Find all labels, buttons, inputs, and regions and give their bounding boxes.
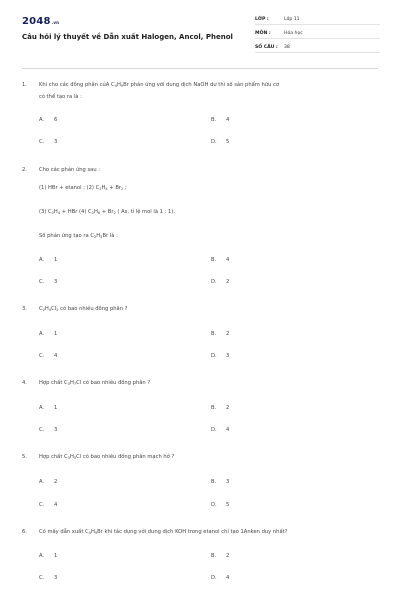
option-a-value[interactable]: 1: [54, 331, 58, 337]
option-a-value[interactable]: 2: [54, 479, 58, 485]
option-b-value[interactable]: 4: [226, 257, 230, 263]
meta-count-label: SỐ CÂU :: [255, 45, 278, 50]
option-a-letter[interactable]: A.: [39, 257, 45, 263]
question-text: Hợp chất $C_3H_5Cl$ có bao nhiêu đồng phân mạch hở ?: [39, 454, 175, 460]
question-number: 4.: [22, 380, 27, 386]
option-a-value[interactable]: 1: [54, 405, 58, 411]
option-c-letter[interactable]: C.: [39, 353, 45, 359]
brand-tld: .vn: [51, 20, 60, 25]
option-c-value[interactable]: 3: [54, 575, 58, 581]
question-text: $C_2H_4Cl_2$ có bao nhiêu đồng phân ?: [39, 306, 128, 312]
question-text: Có mấy dẫn xuất $C_4H_9Br$ khi tác dụng với dung dịch KOH trong etanol chỉ tạo 1Anken duy nhất?: [39, 529, 288, 535]
meta-class-label: LỚP :: [255, 17, 269, 22]
option-d-value[interactable]: 5: [226, 502, 230, 508]
option-d-value[interactable]: 2: [226, 279, 230, 285]
option-b-value[interactable]: 2: [226, 553, 230, 559]
meta-count-value: 38: [284, 45, 290, 50]
option-b-value[interactable]: 2: [226, 405, 230, 411]
option-b-letter[interactable]: B.: [211, 117, 217, 123]
reaction-line-2: (3) $C_2H_4$ + HBr (4) $C_2H_6 + Br_2$ ( As, tỉ lệ mol là 1 : 1).: [39, 209, 175, 215]
option-a-value[interactable]: 1: [54, 257, 58, 263]
option-b-value[interactable]: 4: [226, 117, 230, 123]
option-c-letter[interactable]: C.: [39, 502, 45, 508]
question-number: 3.: [22, 306, 27, 312]
question-number: 5.: [22, 454, 27, 460]
option-d-value[interactable]: 4: [226, 427, 230, 433]
option-a-letter[interactable]: A.: [39, 405, 45, 411]
option-b-letter[interactable]: B.: [211, 553, 217, 559]
option-a-value[interactable]: 6: [54, 117, 58, 123]
reaction-line-3: Số phản ứng tạo ra $C_2H_5Br$ là :: [39, 233, 118, 239]
option-d-value[interactable]: 4: [226, 575, 230, 581]
option-c-value[interactable]: 3: [54, 279, 58, 285]
question-text: Cho các phản ứng sau :: [39, 167, 101, 173]
option-d-letter[interactable]: D.: [211, 502, 217, 508]
option-d-letter[interactable]: D.: [211, 427, 217, 433]
option-d-value[interactable]: 3: [226, 353, 230, 359]
question-number: 6.: [22, 529, 27, 535]
option-d-letter[interactable]: D.: [211, 575, 217, 581]
question-number: 2.: [22, 167, 27, 173]
question-text-continued: có thể tạo ra là :: [39, 94, 82, 100]
meta-subject-value: Hóa học: [284, 31, 303, 36]
question-text: Hợp chất $C_3H_7Cl$ có bao nhiêu đồng phân ?: [39, 380, 151, 386]
meta-subject-row: [255, 27, 380, 39]
option-a-letter[interactable]: A.: [39, 331, 45, 337]
option-b-value[interactable]: 2: [226, 331, 230, 337]
brand-name: 2048: [22, 16, 51, 27]
option-c-letter[interactable]: C.: [39, 139, 45, 145]
meta-class-value: Lớp 11: [284, 17, 300, 22]
option-b-letter[interactable]: B.: [211, 405, 217, 411]
option-c-value[interactable]: 3: [54, 427, 58, 433]
option-d-value[interactable]: 5: [226, 139, 230, 145]
document-header: [0, 0, 400, 64]
meta-subject-label: MÔN :: [255, 31, 271, 36]
option-b-letter[interactable]: B.: [211, 331, 217, 337]
option-d-letter[interactable]: D.: [211, 279, 217, 285]
option-a-value[interactable]: 1: [54, 553, 58, 559]
document-title: Câu hỏi lý thuyết về Dẫn xuất Halogen, Ancol, Phenol: [22, 33, 233, 41]
option-b-letter[interactable]: B.: [211, 479, 217, 485]
option-c-letter[interactable]: C.: [39, 427, 45, 433]
header-divider: [22, 68, 378, 69]
meta-count-row: [255, 41, 380, 53]
option-b-letter[interactable]: B.: [211, 257, 217, 263]
option-d-letter[interactable]: D.: [211, 353, 217, 359]
option-a-letter[interactable]: A.: [39, 479, 45, 485]
option-a-letter[interactable]: A.: [39, 553, 45, 559]
option-c-value[interactable]: 4: [54, 502, 58, 508]
option-b-value[interactable]: 3: [226, 479, 230, 485]
reaction-line-1: (1) HBr + etanol ; (2) $C_2H_4 + Br_2$ ;: [39, 185, 127, 191]
question-number: 1.: [22, 82, 27, 88]
option-d-letter[interactable]: D.: [211, 139, 217, 145]
meta-class-row: [255, 13, 380, 25]
option-c-value[interactable]: 4: [54, 353, 58, 359]
brand-logo[interactable]: [22, 16, 59, 27]
option-a-letter[interactable]: A.: [39, 117, 45, 123]
option-c-letter[interactable]: C.: [39, 279, 45, 285]
option-c-letter[interactable]: C.: [39, 575, 45, 581]
question-text: Khi cho các đồng phân củA $C_4H_9Br$ phản ứng với dung dịch NaOH dư thì số sản phẩm hữu cơ: [39, 82, 280, 88]
option-c-value[interactable]: 3: [54, 139, 58, 145]
